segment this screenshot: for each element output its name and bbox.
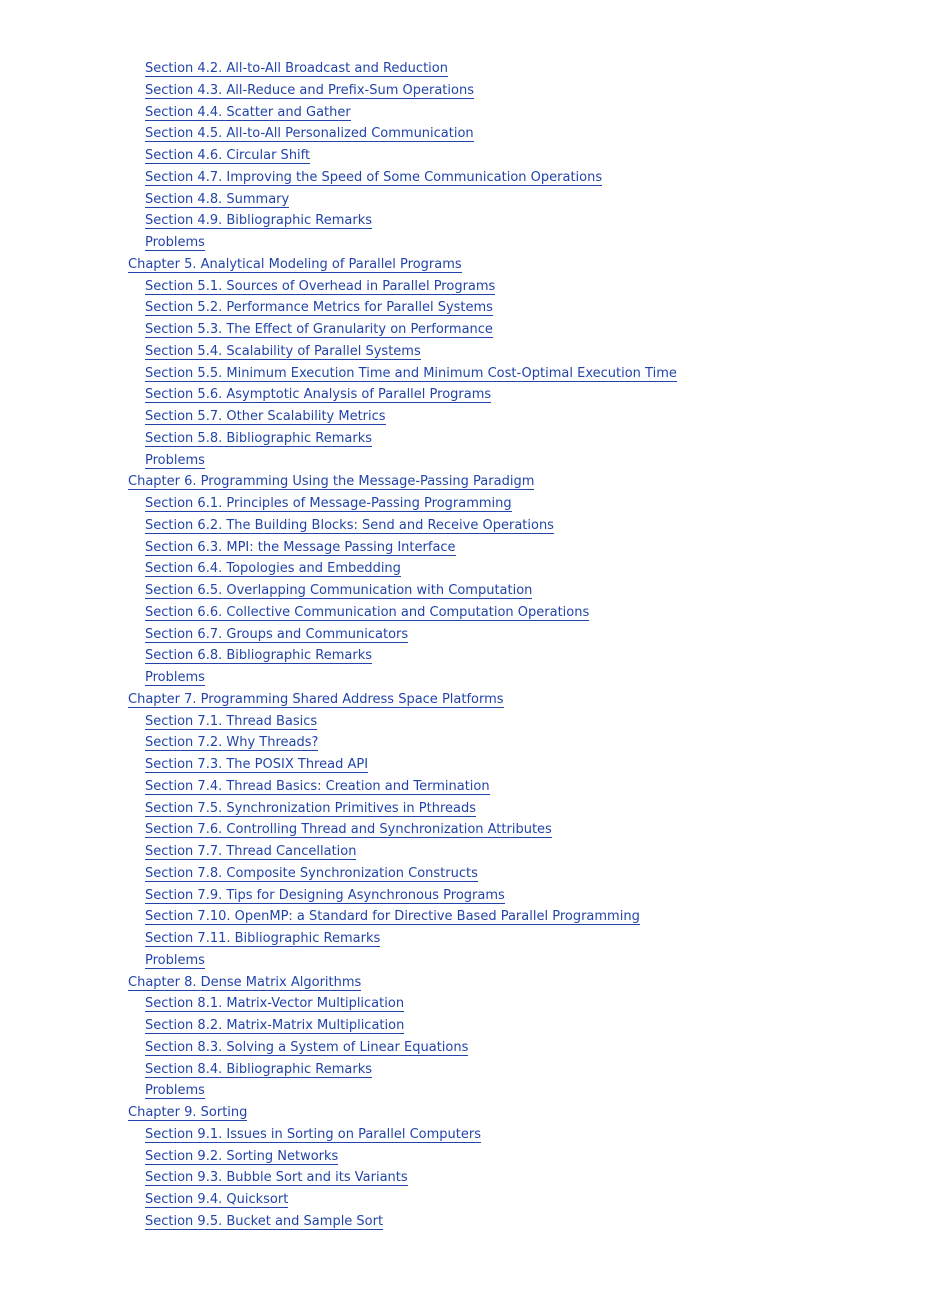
toc-link-label: Chapter 7. Programming Shared Address Space Platforms [128, 691, 504, 707]
toc-section-link[interactable] [0, 580, 952, 602]
toc-section-link[interactable] [0, 819, 952, 841]
toc-section-link[interactable] [0, 863, 952, 885]
toc-link-label: Section 4.6. Circular Shift [145, 148, 311, 163]
toc-section-link[interactable] [0, 1167, 952, 1189]
toc-section-link[interactable] [0, 1015, 952, 1037]
toc-link-label: Problems [145, 235, 205, 250]
toc-link-label: Section 9.2. Sorting Networks [145, 1148, 339, 1164]
toc-chapter-link[interactable] [0, 689, 952, 711]
toc-link-label: Section 5.3. The Effect of Granularity on Performance [145, 322, 493, 337]
toc-link-label: Section 4.2. All-to-All Broadcast and Reduction [145, 61, 448, 76]
toc-section-link[interactable] [0, 493, 952, 515]
toc-link-label: Section 9.3. Bubble Sort and its Variants [145, 1170, 408, 1186]
toc-link-label: Section 6.5. Overlapping Communication with Computation [145, 583, 533, 598]
toc-link-label: Problems [145, 670, 205, 685]
toc-link-label: Section 6.6. Collective Communication and Computation Operations [145, 604, 590, 620]
toc-link-label: Section 4.9. Bibliographic Remarks [145, 213, 372, 229]
toc-link-label: Section 9.4. Quicksort [145, 1192, 289, 1207]
toc-link-label: Section 7.10. OpenMP: a Standard for Directive Based Parallel Programming [145, 909, 640, 925]
toc-section-link[interactable] [0, 602, 952, 624]
toc-section-link[interactable] [0, 210, 952, 232]
toc-chapter-link[interactable] [0, 972, 952, 994]
toc-section-link[interactable] [0, 167, 952, 189]
toc-link-label: Section 7.11. Bibliographic Remarks [145, 931, 381, 946]
toc-section-link[interactable] [0, 406, 952, 428]
toc-section-link[interactable] [0, 363, 952, 385]
toc-link-label: Section 6.4. Topologies and Embedding [145, 561, 401, 577]
toc-section-link[interactable] [0, 950, 952, 972]
toc-section-link[interactable] [0, 428, 952, 450]
toc-link-label: Section 7.5. Synchronization Primitives in Pthreads [145, 800, 476, 816]
toc-section-link[interactable] [0, 558, 952, 580]
toc-section-link[interactable] [0, 754, 952, 776]
toc-section-link[interactable] [0, 1146, 952, 1168]
toc-section-link[interactable] [0, 928, 952, 950]
toc-section-link[interactable] [0, 776, 952, 798]
toc-link-label: Chapter 6. Programming Using the Message-Passing Paradigm [128, 474, 535, 490]
toc-section-link[interactable] [0, 341, 952, 363]
toc-section-link[interactable] [0, 1189, 952, 1211]
toc-link-label: Section 7.7. Thread Cancellation [145, 844, 357, 859]
toc-section-link[interactable] [0, 1124, 952, 1146]
toc-link-label: Section 5.7. Other Scalability Metrics [145, 409, 386, 424]
toc-link-label: Section 7.8. Composite Synchronization Constructs [145, 865, 478, 881]
toc-section-link[interactable] [0, 798, 952, 820]
toc-section-link[interactable] [0, 885, 952, 907]
toc-link-label: Section 5.2. Performance Metrics for Parallel Systems [145, 300, 493, 316]
toc-link-label: Section 4.3. All-Reduce and Prefix-Sum Operations [145, 82, 474, 98]
toc-link-label: Section 4.5. All-to-All Personalized Communication [145, 126, 474, 142]
toc-link-label: Problems [145, 452, 205, 468]
toc-link-label: Section 6.8. Bibliographic Remarks [145, 648, 372, 664]
toc-link-label: Problems [145, 952, 205, 968]
toc-link-label: Section 9.5. Bucket and Sample Sort [145, 1213, 384, 1229]
toc-link-label: Section 5.5. Minimum Execution Time and Minimum Cost-Optimal Execution Time [145, 365, 677, 381]
toc-link-label: Section 5.4. Scalability of Parallel Systems [145, 343, 421, 359]
toc-link-label: Chapter 8. Dense Matrix Algorithms [128, 974, 362, 990]
toc-link-label: Section 4.4. Scatter and Gather [145, 104, 351, 120]
toc-chapter-link[interactable] [0, 471, 952, 493]
toc-section-link[interactable] [0, 1211, 952, 1233]
toc-section-link[interactable] [0, 145, 952, 167]
toc-chapter-link[interactable] [0, 254, 952, 276]
toc-link-label: Chapter 9. Sorting [128, 1105, 248, 1120]
toc-section-link[interactable] [0, 189, 952, 211]
toc-link-label: Section 8.2. Matrix-Matrix Multiplication [145, 1018, 405, 1033]
toc-section-link[interactable] [0, 906, 952, 928]
toc-link-label: Section 6.3. MPI: the Message Passing Interface [145, 539, 456, 555]
toc-section-link[interactable] [0, 319, 952, 341]
toc-section-link[interactable] [0, 624, 952, 646]
toc-link-label: Section 6.1. Principles of Message-Passing Programming [145, 496, 512, 511]
toc-section-link[interactable] [0, 1037, 952, 1059]
toc-section-link[interactable] [0, 732, 952, 754]
toc-link-label: Section 8.3. Solving a System of Linear Equations [145, 1039, 469, 1055]
toc-link-label: Section 8.4. Bibliographic Remarks [145, 1061, 372, 1077]
toc-section-link[interactable] [0, 667, 952, 689]
toc-link-label: Section 6.2. The Building Blocks: Send and Receive Operations [145, 517, 554, 533]
toc-section-link[interactable] [0, 80, 952, 102]
toc-link-label: Section 5.1. Sources of Overhead in Parallel Programs [145, 278, 496, 294]
toc-section-link[interactable] [0, 515, 952, 537]
toc-link-label: Problems [145, 1083, 205, 1099]
toc-section-link[interactable] [0, 58, 952, 80]
toc-link-label: Section 7.6. Controlling Thread and Synchronization Attributes [145, 822, 552, 838]
toc-section-link[interactable] [0, 1080, 952, 1102]
toc-link-label: Section 5.8. Bibliographic Remarks [145, 430, 372, 446]
toc-section-link[interactable] [0, 102, 952, 124]
toc-section-link[interactable] [0, 450, 952, 472]
toc-link-label: Section 7.3. The POSIX Thread API [145, 757, 369, 772]
toc-link-label: Section 5.6. Asymptotic Analysis of Parallel Programs [145, 387, 492, 403]
toc-section-link[interactable] [0, 645, 952, 667]
toc-section-link[interactable] [0, 993, 952, 1015]
toc-link-label: Section 4.7. Improving the Speed of Some Communication Operations [145, 169, 603, 185]
toc-section-link[interactable] [0, 384, 952, 406]
toc-section-link[interactable] [0, 537, 952, 559]
toc-chapter-link[interactable] [0, 1102, 952, 1124]
toc-section-link[interactable] [0, 1059, 952, 1081]
toc-section-link[interactable] [0, 123, 952, 145]
table-of-contents [0, 58, 952, 1233]
toc-link-label: Section 4.8. Summary [145, 191, 290, 207]
toc-section-link[interactable] [0, 297, 952, 319]
toc-link-label: Section 9.1. Issues in Sorting on Parallel Computers [145, 1126, 481, 1142]
toc-link-label: Section 7.9. Tips for Designing Asynchronous Programs [145, 887, 505, 903]
toc-link-label: Section 7.4. Thread Basics: Creation and Termination [145, 778, 490, 794]
toc-link-label: Section 7.2. Why Threads? [145, 735, 319, 751]
toc-link-label: Chapter 5. Analytical Modeling of Parallel Programs [128, 256, 462, 272]
toc-section-link[interactable] [0, 711, 952, 733]
toc-link-label: Section 6.7. Groups and Communicators [145, 626, 409, 642]
toc-section-link[interactable] [0, 232, 952, 254]
toc-section-link[interactable] [0, 276, 952, 298]
toc-link-label: Section 8.1. Matrix-Vector Multiplication [145, 996, 405, 1012]
toc-link-label: Section 7.1. Thread Basics [145, 713, 318, 729]
toc-section-link[interactable] [0, 841, 952, 863]
